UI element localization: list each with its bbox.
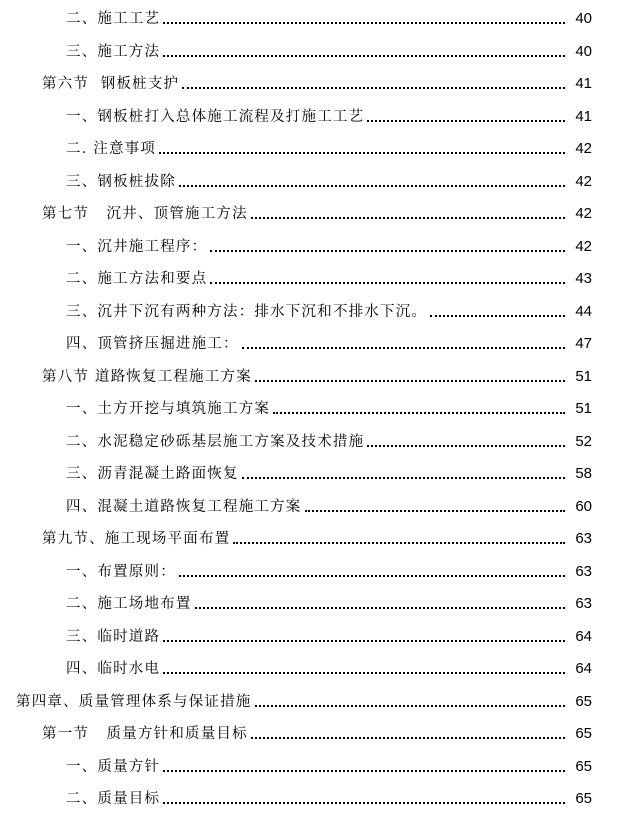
toc-entry-title: 第六节 钢板桩支护 bbox=[42, 76, 180, 92]
toc-page-number: 65 bbox=[575, 693, 592, 710]
dot-leader bbox=[430, 315, 565, 317]
toc-page-number: 43 bbox=[575, 270, 592, 287]
toc-page-number: 44 bbox=[575, 303, 592, 320]
toc-entry-2[interactable] bbox=[0, 37, 632, 61]
toc-entry-title: 三、钢板桩拔除 bbox=[66, 174, 176, 190]
toc-entry-title: 一、土方开挖与填筑施工方案 bbox=[66, 401, 271, 417]
toc-entry-25[interactable] bbox=[0, 784, 632, 808]
toc-entry-4[interactable] bbox=[0, 102, 632, 126]
toc-entry-title: 一、布置原则： bbox=[66, 564, 176, 580]
toc-entry-title: 二、施工工艺 bbox=[66, 11, 161, 27]
dot-leader bbox=[210, 282, 565, 284]
toc-entry-6[interactable] bbox=[0, 167, 632, 191]
toc-entry-24[interactable] bbox=[0, 752, 632, 776]
dot-leader bbox=[367, 120, 565, 122]
toc-page-number: 65 bbox=[575, 758, 592, 775]
toc-entry-title: 第九节、施工现场平面布置 bbox=[42, 531, 231, 547]
toc-entry-22[interactable] bbox=[0, 687, 632, 711]
toc-entry-18[interactable] bbox=[0, 557, 632, 581]
toc-page-number: 64 bbox=[575, 660, 592, 677]
dot-leader bbox=[163, 640, 565, 642]
toc-page-number: 47 bbox=[575, 335, 592, 352]
dot-leader bbox=[182, 87, 565, 89]
toc-page-number: 42 bbox=[575, 173, 592, 190]
dot-leader bbox=[242, 347, 565, 349]
dot-leader bbox=[179, 575, 565, 577]
toc-page-number: 40 bbox=[575, 43, 592, 60]
dot-leader bbox=[255, 380, 565, 382]
toc-entry-title: 第八节 道路恢复工程施工方案 bbox=[42, 369, 252, 385]
toc-entry-17[interactable] bbox=[0, 524, 632, 548]
toc-entry-title: 一、钢板桩打入总体施工流程及打施工工艺 bbox=[66, 109, 365, 125]
dot-leader bbox=[195, 607, 565, 609]
dot-leader bbox=[233, 542, 565, 544]
toc-entry-14[interactable] bbox=[0, 427, 632, 451]
toc-entry-16[interactable] bbox=[0, 492, 632, 516]
toc-entry-title: 三、施工方法 bbox=[66, 44, 161, 60]
toc-entry-title: 第七节 沉井、顶管施工方法 bbox=[42, 206, 248, 222]
toc-entry-20[interactable] bbox=[0, 622, 632, 646]
dot-leader bbox=[305, 510, 566, 512]
toc-entry-title: 三、沥青混凝土路面恢复 bbox=[66, 466, 239, 482]
dot-leader bbox=[179, 185, 565, 187]
toc-entry-title: 二. 注意事项 bbox=[66, 141, 157, 157]
toc-page-number: 41 bbox=[575, 108, 592, 125]
toc-entry-12[interactable] bbox=[0, 362, 632, 386]
dot-leader bbox=[255, 705, 566, 707]
toc-entry-10[interactable] bbox=[0, 297, 632, 321]
toc-entry-1[interactable] bbox=[0, 4, 632, 28]
toc-entry-title: 三、临时道路 bbox=[66, 629, 161, 645]
toc-entry-9[interactable] bbox=[0, 264, 632, 288]
toc-page-number: 42 bbox=[575, 238, 592, 255]
toc-page-number: 58 bbox=[575, 465, 592, 482]
dot-leader bbox=[163, 672, 565, 674]
toc-page-number: 40 bbox=[575, 10, 592, 27]
dot-leader bbox=[251, 217, 565, 219]
toc-page-number: 65 bbox=[575, 725, 592, 742]
dot-leader bbox=[163, 770, 565, 772]
dot-leader bbox=[163, 55, 565, 57]
dot-leader bbox=[210, 250, 565, 252]
toc-page-number: 60 bbox=[575, 498, 592, 515]
toc-entry-3[interactable] bbox=[0, 69, 632, 93]
toc-entry-title: 二、施工方法和要点 bbox=[66, 271, 208, 287]
toc-entry-13[interactable] bbox=[0, 394, 632, 418]
dot-leader bbox=[163, 22, 565, 24]
toc-page-number: 52 bbox=[575, 433, 592, 450]
dot-leader bbox=[242, 477, 565, 479]
toc-page-number: 63 bbox=[575, 530, 592, 547]
toc-entry-title: 一、沉井施工程序： bbox=[66, 239, 208, 255]
toc-page-number: 51 bbox=[575, 368, 592, 385]
toc-entry-title: 四、临时水电 bbox=[66, 661, 161, 677]
toc-entry-19[interactable] bbox=[0, 589, 632, 613]
dot-leader bbox=[159, 152, 565, 154]
toc-entry-title: 二、水泥稳定砂砾基层施工方案及技术措施 bbox=[66, 434, 365, 450]
toc-entry-title: 三、沉井下沉有两种方法：排水下沉和不排水下沉。 bbox=[66, 304, 428, 320]
dot-leader bbox=[273, 412, 565, 414]
toc-entry-title: 二、质量目标 bbox=[66, 791, 161, 807]
toc-entry-title: 四、顶管挤压掘进施工： bbox=[66, 336, 239, 352]
dot-leader bbox=[251, 737, 565, 739]
toc-page-number: 42 bbox=[575, 205, 592, 222]
toc-entry-23[interactable] bbox=[0, 719, 632, 743]
toc-page-number: 65 bbox=[575, 790, 592, 807]
dot-leader bbox=[163, 802, 565, 804]
toc-page-number: 63 bbox=[575, 563, 592, 580]
toc-page-number: 64 bbox=[575, 628, 592, 645]
toc-page-number: 41 bbox=[575, 75, 592, 92]
toc-entry-title: 四、混凝土道路恢复工程施工方案 bbox=[66, 499, 302, 515]
dot-leader bbox=[367, 445, 565, 447]
toc-entry-7[interactable] bbox=[0, 199, 632, 223]
toc-page-number: 51 bbox=[575, 400, 592, 417]
toc-entry-15[interactable] bbox=[0, 459, 632, 483]
toc-entry-11[interactable] bbox=[0, 329, 632, 353]
toc-page-number: 63 bbox=[575, 595, 592, 612]
toc-entry-title: 二、施工场地布置 bbox=[66, 596, 192, 612]
toc-entry-8[interactable] bbox=[0, 232, 632, 256]
toc-entry-title: 第四章、质量管理体系与保证措施 bbox=[16, 694, 252, 710]
toc-entry-title: 一、质量方针 bbox=[66, 759, 161, 775]
toc-page-number: 42 bbox=[575, 140, 592, 157]
toc-entry-title: 第一节 质量方针和质量目标 bbox=[42, 726, 248, 742]
toc-entry-21[interactable] bbox=[0, 654, 632, 678]
toc-entry-5[interactable] bbox=[0, 134, 632, 158]
